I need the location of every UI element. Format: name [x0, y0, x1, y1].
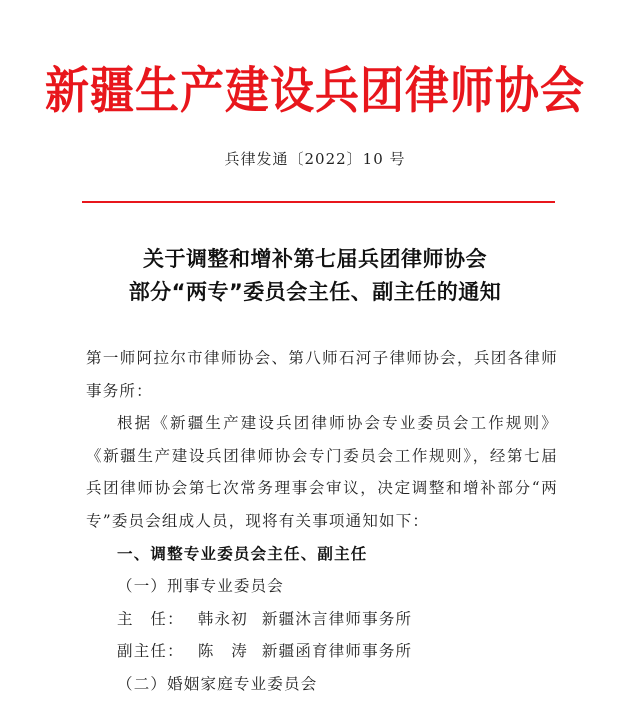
- committee-director-row: [86, 603, 558, 636]
- director-name: 韩永初: [197, 609, 248, 628]
- notice-body: [86, 342, 558, 701]
- org-title: 新疆生产建设兵团律师协会: [45, 62, 585, 120]
- deputy-firm: 新疆函育律师事务所: [261, 642, 413, 661]
- committee-deputy-row: [86, 635, 558, 668]
- committee-heading-criminal: （一）刑事专业委员会: [117, 577, 285, 596]
- notice-title-line-2: 部分“两专”委员会主任、副主任的通知: [128, 280, 502, 304]
- section-heading-1: 一、调整专业委员会主任、副主任: [117, 544, 368, 563]
- red-divider-line: [82, 201, 555, 203]
- addressee-paragraph: 第一师阿拉尔市律师协会、第八师石河子律师协会，兵团各律师事务所：: [86, 349, 558, 400]
- committee-heading-marriage-family: （二）婚姻家庭专业委员会: [117, 674, 318, 693]
- deputy-name: 陈 涛: [197, 642, 248, 661]
- notice-title-line-1: 关于调整和增补第七届兵团律师协会: [143, 247, 487, 271]
- notice-title: [0, 243, 630, 309]
- deputy-role: 副主任：: [117, 642, 184, 661]
- document-number: 兵律发通〔2022〕10 号: [224, 150, 406, 168]
- director-firm: 新疆沐言律师事务所: [261, 609, 413, 628]
- director-role: 主 任：: [117, 609, 184, 628]
- intro-paragraph: 根据《新疆生产建设兵团律师协会专业委员会工作规则》《新疆生产建设兵团律师协会专门委员会工作规则》，经第七届兵团律师协会第七次常务理事会审议，决定调整和增补部分“两专”委员会组成人员，现将有关事项通知如下：: [86, 414, 558, 530]
